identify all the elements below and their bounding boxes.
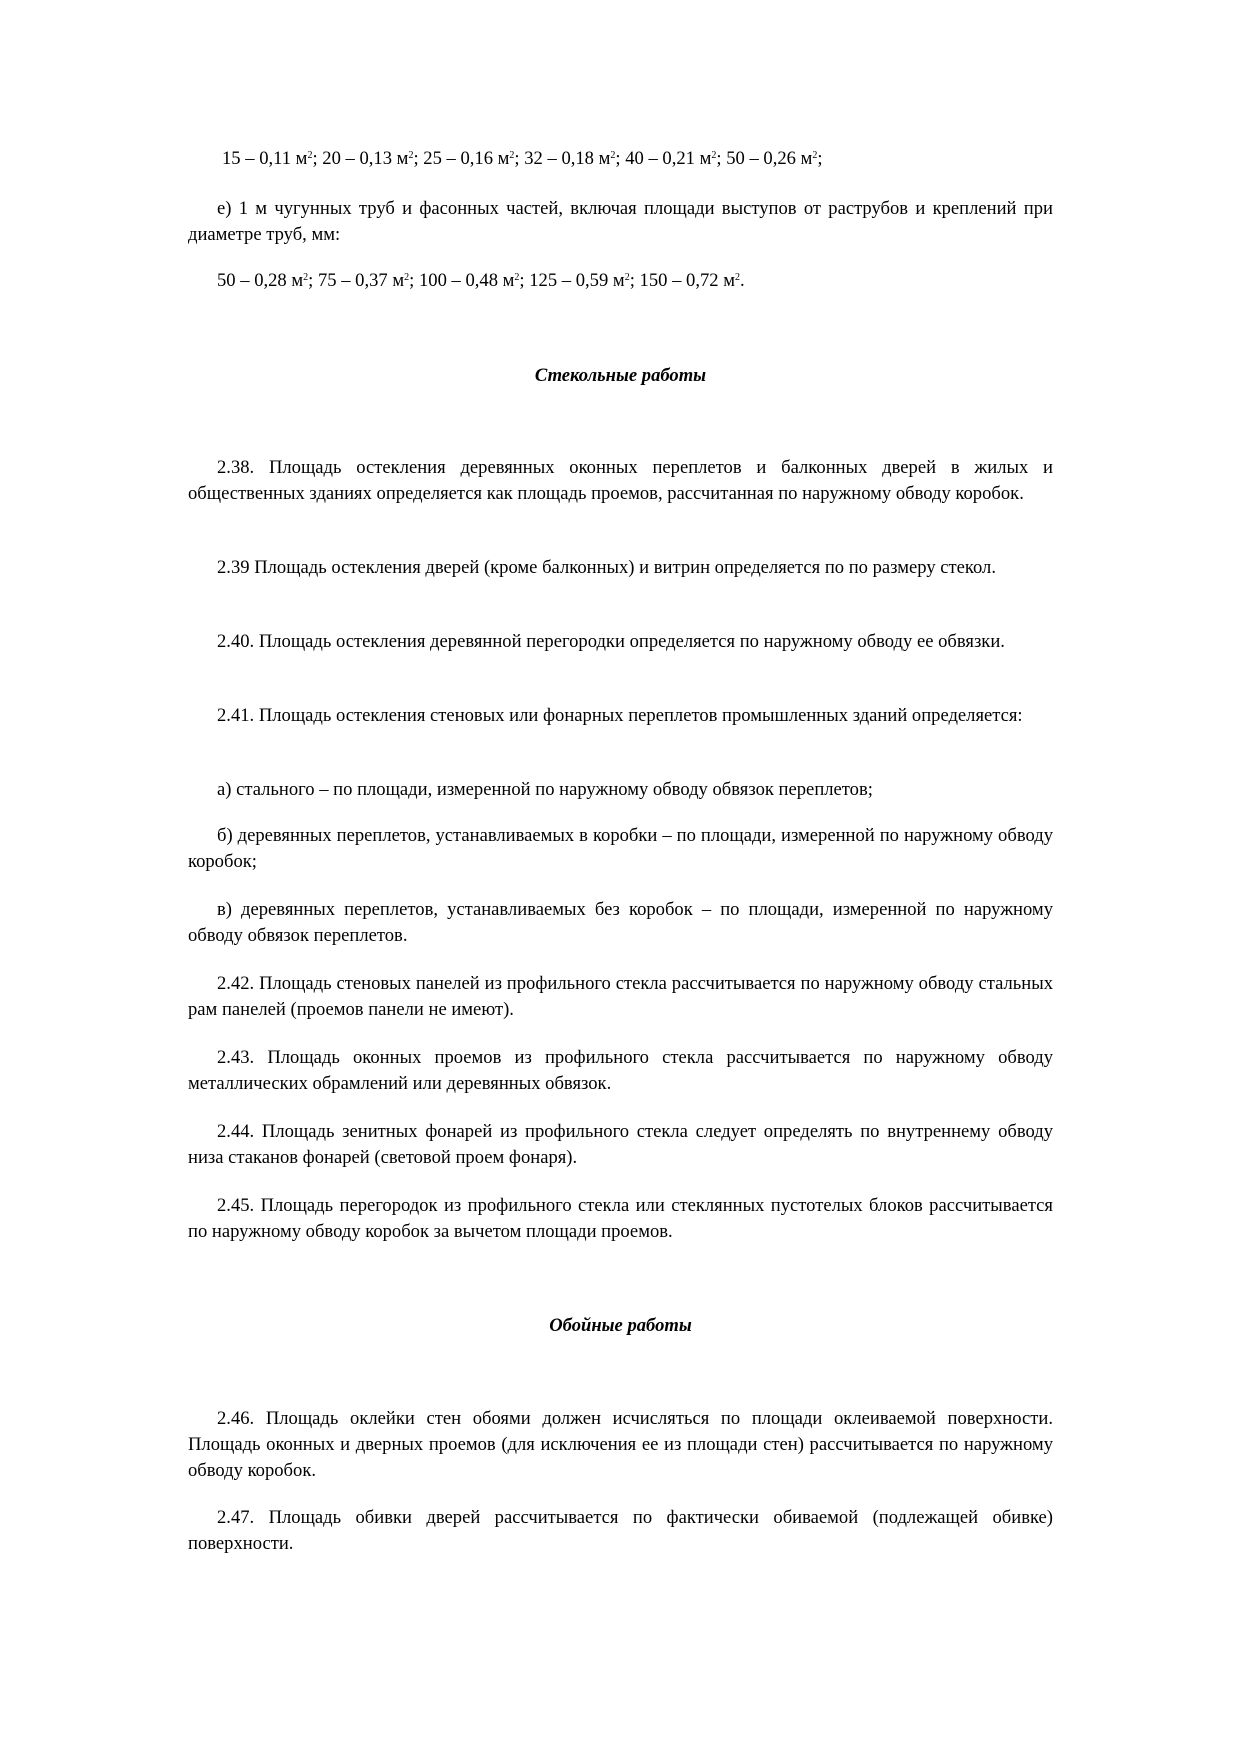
paragraph-2-41: 2.41. Площадь остекления стеновых или фонарных переплетов промышленных зданий определяется: <box>217 705 1023 726</box>
paragraph-2-47: 2.47. Площадь обивки дверей рассчитывается по фактически обиваемой (подлежащей обивке) поверхности. <box>188 1507 1053 1554</box>
steel-size-diameter: 25 <box>423 148 442 169</box>
paragraph-2-41-v: в) деревянных переплетов, устанавливаемых без коробок – по площади, измеренной по наружному обводу обвязок переплетов. <box>188 899 1053 946</box>
paragraph-2-39: 2.39 Площадь остекления дверей (кроме балконных) и витрин определяется по по размеру стекол. <box>217 557 996 578</box>
steel-size-dash: – <box>643 148 663 169</box>
paragraph-2-45: 2.45. Площадь перегородок из профильного стекла или стеклянных пустотелых блоков рассчитывается по наружному обводу коробок за вычетом площади проемов. <box>188 1195 1053 1242</box>
steel-size-separator: ; <box>514 148 525 169</box>
cast-size-diameter: 150 <box>639 270 668 291</box>
steel-size-diameter: 20 <box>322 148 341 169</box>
section-heading-wallpaper-works: Обойные работы <box>549 1315 692 1336</box>
paragraph-2-41-b: б) деревянных переплетов, устанавливаемых в коробки – по площади, измеренной по наружному обводу коробок; <box>188 825 1053 872</box>
pipe-sizes-cast-iron <box>188 268 1053 294</box>
cast-size-dash: – <box>336 270 356 291</box>
cast-size-area: 0,72 м <box>686 270 735 291</box>
steel-size-dash: – <box>441 148 461 169</box>
steel-size-unit-exponent: 2 <box>509 150 515 161</box>
paragraph-e: е) 1 м чугунных труб и фасонных частей, включая площади выступов от раструбов и креплений при диаметре труб, мм: <box>188 198 1053 245</box>
steel-size-unit-exponent: 2 <box>408 150 414 161</box>
steel-size-dash: – <box>744 148 764 169</box>
cast-size-dash: – <box>667 270 687 291</box>
paragraph-2-42: 2.42. Площадь стеновых панелей из профильного стекла рассчитывается по наружному обводу стальных рам панелей (проемов панели не имеют). <box>188 973 1053 1020</box>
steel-size-area: 0,13 м <box>359 148 409 169</box>
paragraph-2-44: 2.44. Площадь зенитных фонарей из профильного стекла следует определять по внутреннему обводу низа стаканов фонарей (световой проем фонаря). <box>188 1121 1053 1168</box>
cast-size-separator: ; <box>629 270 640 291</box>
steel-size-dash: – <box>542 148 562 169</box>
paragraph-2-43: 2.43. Площадь оконных проемов из профильного стекла рассчитывается по наружному обводу металлических обрамлений или деревянных обвязок. <box>188 1047 1053 1094</box>
steel-size-area: 0,18 м <box>561 148 611 169</box>
cast-size-area: 0,37 м <box>355 270 405 291</box>
steel-size-diameter: 50 <box>726 148 745 169</box>
cast-size-area: 0,48 м <box>465 270 515 291</box>
steel-size-unit-exponent: 2 <box>307 150 313 161</box>
steel-size-separator: ; <box>817 148 823 169</box>
steel-size-area: 0,16 м <box>460 148 510 169</box>
cast-size-separator: . <box>739 270 745 291</box>
steel-size-separator: ; <box>413 148 424 169</box>
cast-size-unit-exponent: 2 <box>303 272 309 283</box>
steel-size-area: 0,21 м <box>662 148 712 169</box>
paragraph-2-38: 2.38. Площадь остекления деревянных оконных переплетов и балконных дверей в жилых и общественных зданиях определяется как площадь проемов, рассчитанная по наружному обводу коробок. <box>188 457 1053 504</box>
paragraph-2-40: 2.40. Площадь остекления деревянной перегородки определяется по наружному обводу ее обвязки. <box>217 631 1005 652</box>
steel-size-separator: ; <box>716 148 727 169</box>
steel-size-separator: ; <box>312 148 323 169</box>
cast-size-dash: – <box>235 270 255 291</box>
steel-size-diameter: 15 <box>222 148 241 169</box>
cast-size-unit-exponent: 2 <box>514 272 520 283</box>
cast-size-area: 0,28 м <box>254 270 304 291</box>
cast-size-diameter: 125 <box>529 270 558 291</box>
steel-size-diameter: 40 <box>625 148 644 169</box>
cast-size-diameter: 100 <box>418 270 447 291</box>
steel-size-dash: – <box>240 148 260 169</box>
steel-size-diameter: 32 <box>524 148 543 169</box>
steel-size-area: 0,11 м <box>259 148 308 169</box>
section-heading-glass-works: Стекольные работы <box>534 365 707 386</box>
cast-size-unit-exponent: 2 <box>734 272 740 283</box>
cast-size-separator: ; <box>409 270 419 291</box>
cast-size-unit-exponent: 2 <box>624 272 630 283</box>
cast-size-diameter: 75 <box>317 270 337 291</box>
steel-size-unit-exponent: 2 <box>610 150 616 161</box>
steel-size-unit-exponent: 2 <box>812 150 818 161</box>
steel-size-area: 0,26 м <box>763 148 813 169</box>
steel-size-unit-exponent: 2 <box>711 150 717 161</box>
cast-size-dash: – <box>446 270 466 291</box>
cast-size-separator: ; <box>308 270 318 291</box>
paragraph-2-46: 2.46. Площадь оклейки стен обоями должен исчисляться по площади оклеиваемой поверхности. Площадь оконных и дверных проемов (для исключения ее из площади стен) рассчитывается по наружному обводу коробок. <box>188 1408 1053 1481</box>
pipe-sizes-steel <box>188 146 1053 172</box>
steel-size-dash: – <box>340 148 360 169</box>
steel-size-separator: ; <box>615 148 626 169</box>
cast-size-unit-exponent: 2 <box>404 272 410 283</box>
cast-size-diameter: 50 <box>217 270 236 291</box>
cast-size-dash: – <box>557 270 576 291</box>
paragraph-2-41-a: а) стального – по площади, измеренной по наружному обводу обвязок переплетов; <box>217 779 873 800</box>
cast-size-area: 0,59 м <box>575 270 625 291</box>
cast-size-separator: ; <box>519 270 530 291</box>
